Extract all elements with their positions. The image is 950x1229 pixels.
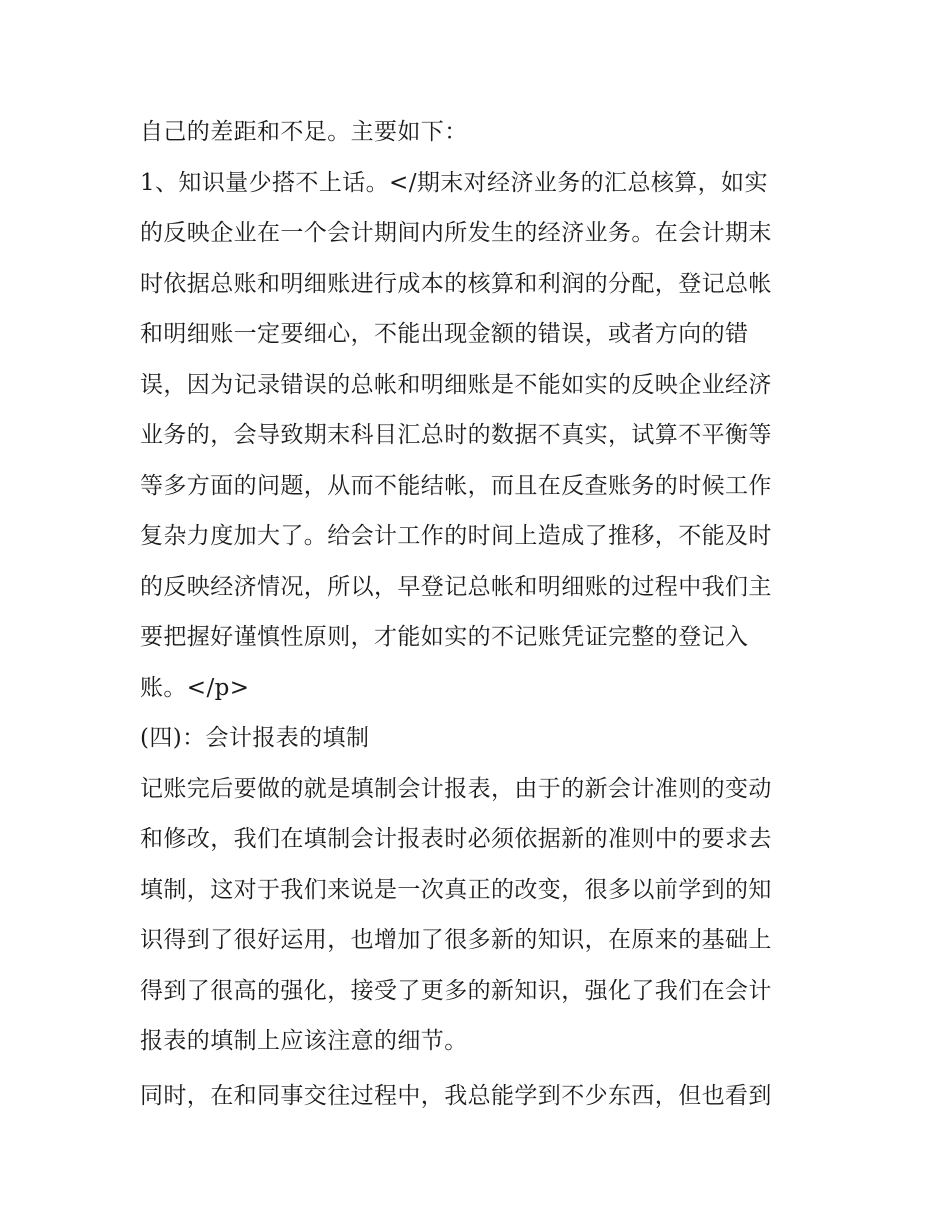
text-line: 误，因为记录错误的总帐和明细账是不能如实的反映企业经济	[140, 371, 772, 398]
text-line: 识得到了很好运用，也增加了很多新的知识，在原来的基础上	[140, 927, 772, 953]
text-line: 账。</p>	[140, 674, 250, 701]
text-line: 自己的差距和不足。主要如下：	[140, 119, 468, 145]
document-page	[140, 107, 820, 1121]
text-line: 复杂力度加大了。给会计工作的时间上造成了推移，不能及时	[140, 523, 772, 549]
text-line: 和明细账一定要细心，不能出现金额的错误，或者方向的错	[140, 321, 749, 347]
text-line: 记账完后要做的就是填制会计报表，由于的新会计准则的变动	[140, 775, 772, 802]
text-line: 填制，这对于我们来说是一次真正的改变，很多以前学到的知	[140, 876, 772, 903]
text-line: 得到了很高的强化，接受了更多的新知识，强化了我们在会计	[140, 977, 772, 1004]
text-line: 同时，在和同事交往过程中，我总能学到不少东西，但也看到	[140, 1082, 772, 1109]
section-heading: (四)：会计报表的填制	[140, 725, 370, 751]
text-line: 等多方面的问题，从而不能结帐，而且在反查账务的时候工作	[140, 472, 772, 499]
text-line: 和修改，我们在填制会计报表时必须依据新的准则中的要求去	[140, 826, 772, 852]
text-line: 业务的，会导致期末科目汇总时的数据不真实，试算不平衡等	[140, 422, 772, 448]
text-line: 1、知识量少搭不上话。</期末对经济业务的汇总核算，如实	[140, 169, 768, 196]
text-line: 时依据总账和明细账进行成本的核算和利润的分配，登记总帐	[140, 270, 772, 297]
text-line: 的反映企业在一个会计期间内所发生的经济业务。在会计期末	[140, 220, 772, 246]
text-line: 的反映经济情况，所以，早登记总帐和明细账的过程中我们主	[140, 573, 772, 600]
text-line: 报表的填制上应该注意的细节。	[140, 1028, 468, 1054]
text-line: 要把握好谨慎性原则，才能如实的不记账凭证完整的登记入	[140, 624, 749, 650]
